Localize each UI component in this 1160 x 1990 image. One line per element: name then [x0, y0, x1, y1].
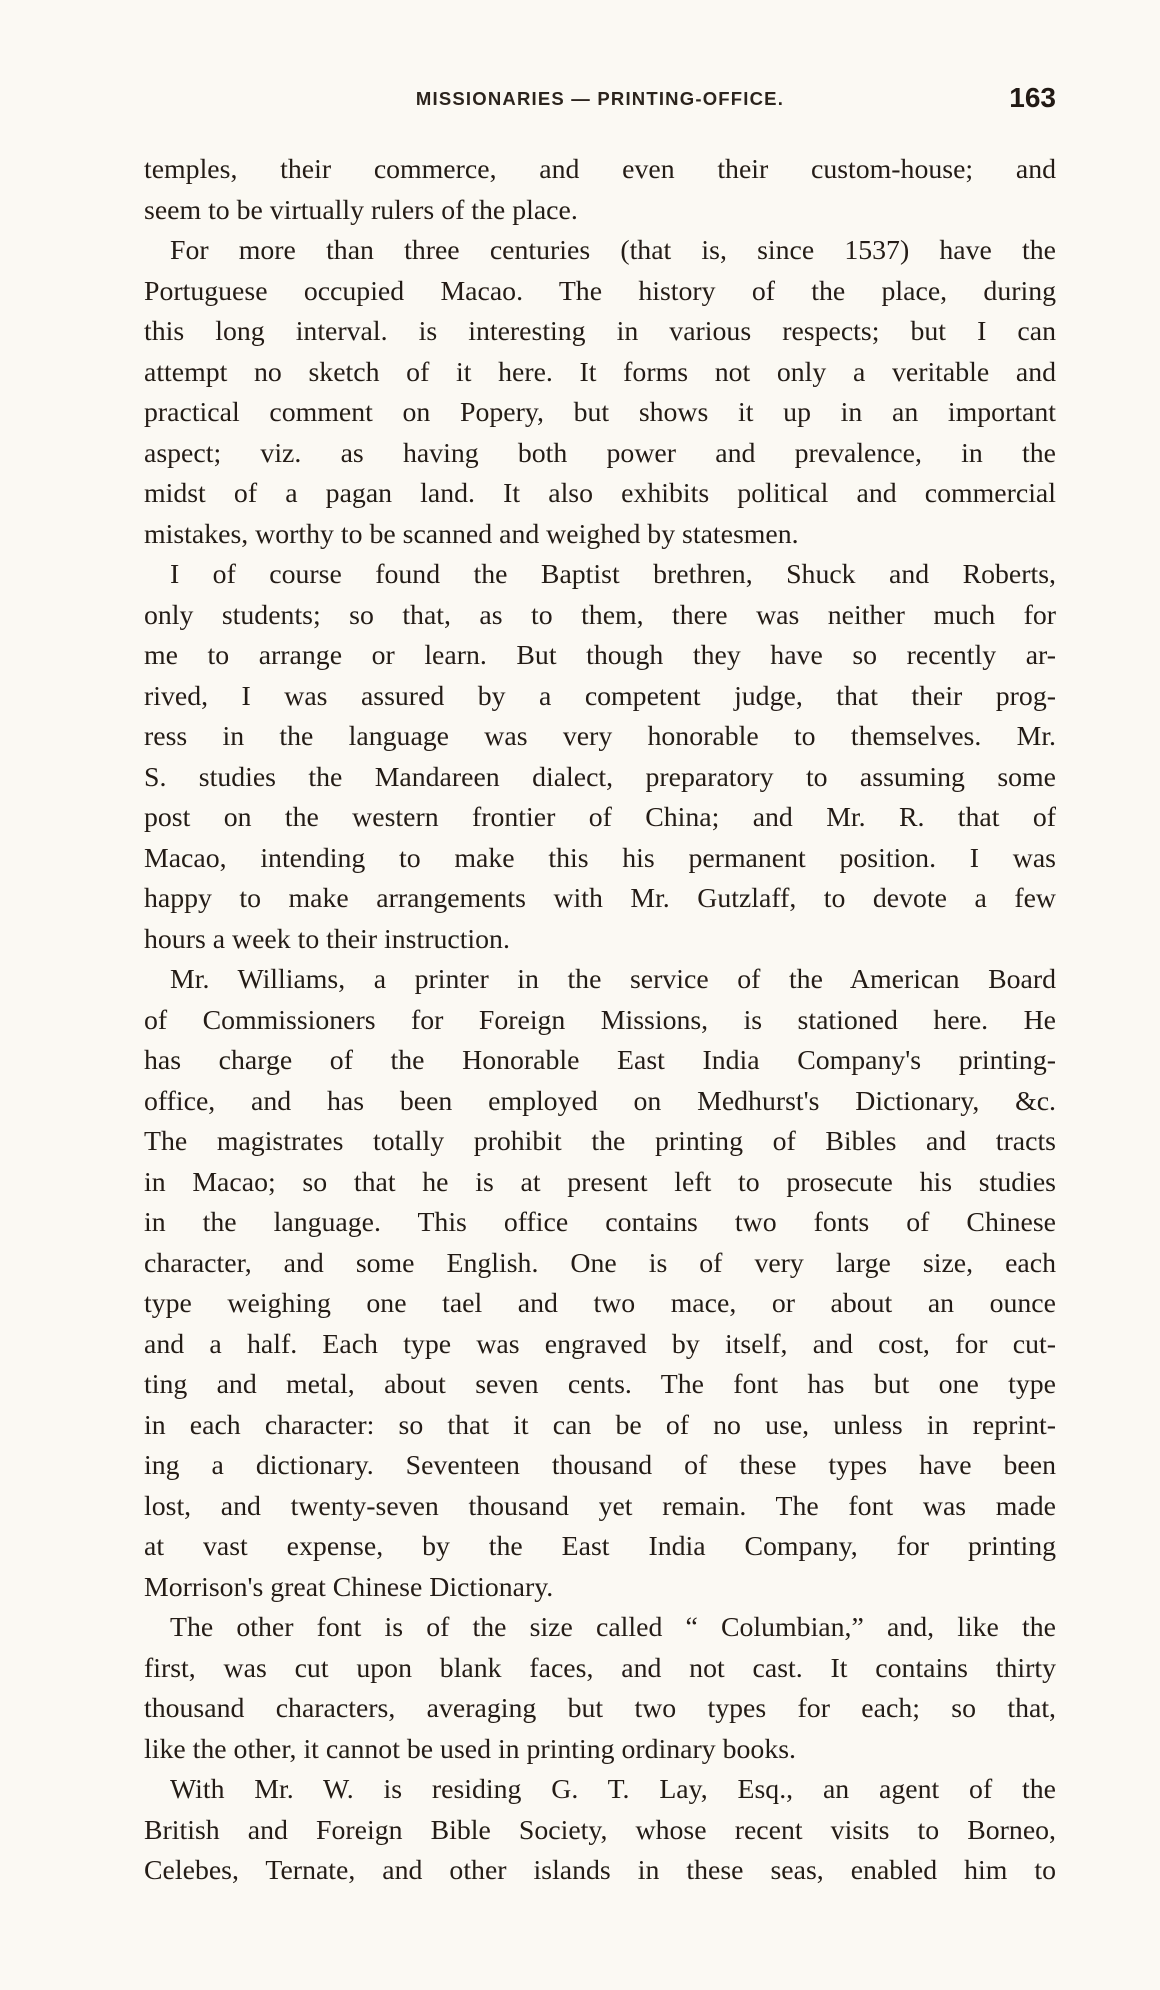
text-line: at vast expense, by the East India Company, for printing — [144, 1531, 1056, 1562]
text-line: The magistrates totally prohibit the printing of Bibles and tracts — [144, 1126, 1056, 1157]
text-line: British and Foreign Bible Society, whose recent visits to Borneo, — [144, 1814, 1056, 1846]
text-line: hours a week to their instruction. — [144, 923, 510, 955]
text-line: temples, their commerce, and even their custom-house; and — [144, 154, 1056, 185]
text-line: mistakes, worthy to be scanned and weighed by statesmen. — [144, 518, 799, 550]
text-line: in each character: so that it can be of no use, unless in reprint- — [144, 1409, 1056, 1441]
text-line: like the other, it cannot be used in printing ordinary books. — [144, 1733, 796, 1765]
text-line: office, and has been employed on Medhurst's Dictionary, &c. — [144, 1085, 1056, 1117]
text-line: thousand characters, averaging but two types for each; so that, — [144, 1693, 1056, 1724]
text-line: Macao, intending to make this his permanent position. I was — [144, 842, 1056, 874]
text-line: I of course found the Baptist brethren, Shuck and Roberts, — [170, 559, 1056, 590]
text-line: of Commissioners for Foreign Missions, is stationed here. He — [144, 1004, 1056, 1036]
text-line: S. studies the Mandareen dialect, preparatory to assuming some — [144, 761, 1056, 793]
text-line: With Mr. W. is residing G. T. Lay, Esq., an agent of the — [170, 1774, 1056, 1805]
paragraph — [144, 150, 1056, 231]
text-line: has charge of the Honorable East India Company's printing- — [144, 1045, 1056, 1076]
text-line: rived, I was assured by a competent judge, that their prog- — [144, 680, 1056, 712]
text-line: ing a dictionary. Seventeen thousand of these types have been — [144, 1450, 1056, 1481]
text-line: Morrison's great Chinese Dictionary. — [144, 1571, 554, 1603]
paragraph — [144, 1770, 1056, 1892]
text-line: in the language. This office contains two fonts of Chinese — [144, 1207, 1056, 1238]
text-line: me to arrange or learn. But though they have so recently ar- — [144, 640, 1056, 671]
text-line: and a half. Each type was engraved by itself, and cost, for cut- — [144, 1328, 1056, 1360]
paragraph — [144, 1608, 1056, 1770]
text-line: character, and some English. One is of very large size, each — [144, 1247, 1056, 1279]
text-line: The other font is of the size called “ Columbian,” and, like the — [170, 1612, 1056, 1643]
text-line: lost, and twenty-seven thousand yet remain. The font was made — [144, 1490, 1056, 1522]
text-line: type weighing one tael and two mace, or about an ounce — [144, 1288, 1056, 1319]
text-line: attempt no sketch of it here. It forms not only a veritable and — [144, 356, 1056, 388]
text-line: Portuguese occupied Macao. The history of the place, during — [144, 275, 1056, 307]
text-line: aspect; viz. as having both power and prevalence, in the — [144, 437, 1056, 469]
paragraph — [144, 555, 1056, 960]
text-line: only students; so that, as to them, there was neither much for — [144, 599, 1056, 631]
text-line: Mr. Williams, a printer in the service of the American Board — [170, 964, 1056, 995]
text-line: For more than three centuries (that is, since 1537) have the — [170, 235, 1056, 266]
text-line: Celebes, Ternate, and other islands in these seas, enabled him to — [144, 1855, 1056, 1886]
text-line: first, was cut upon blank faces, and not cast. It contains thirty — [144, 1652, 1056, 1684]
running-title: MISSIONARIES — PRINTING-OFFICE. — [415, 88, 785, 109]
running-head — [144, 82, 1056, 122]
text-line: ting and metal, about seven cents. The font has but one type — [144, 1369, 1056, 1400]
text-line: this long interval. is interesting in various respects; but I can — [144, 316, 1056, 347]
text-line: seem to be virtually rulers of the place. — [144, 194, 578, 226]
body-text — [144, 150, 1056, 1892]
text-line: happy to make arrangements with Mr. Gutzlaff, to devote a few — [144, 883, 1056, 914]
text-line: ress in the language was very honorable to themselves. Mr. — [144, 721, 1056, 752]
text-line: midst of a pagan land. It also exhibits political and commercial — [144, 478, 1056, 509]
text-line: post on the western frontier of China; and Mr. R. that of — [144, 802, 1056, 833]
text-line: practical comment on Popery, but shows it up in an important — [144, 397, 1056, 428]
text-line: in Macao; so that he is at present left to prosecute his studies — [144, 1166, 1056, 1198]
paragraph — [144, 960, 1056, 1608]
paragraph — [144, 231, 1056, 555]
page-number: 163 — [1009, 82, 1056, 113]
